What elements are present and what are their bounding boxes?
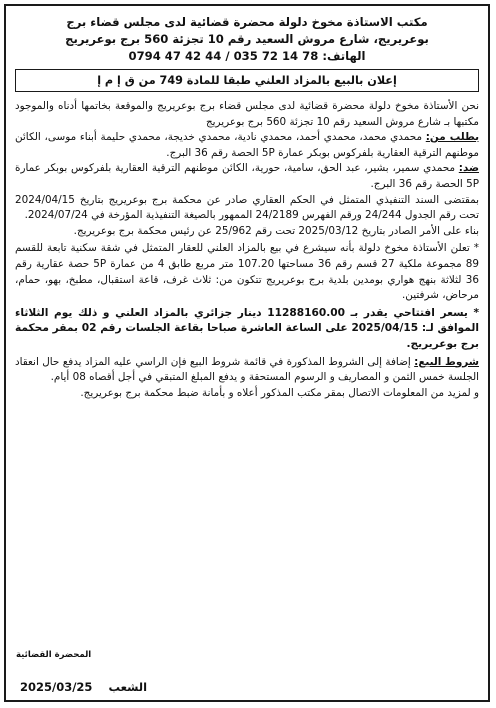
sale-conditions-text: إضافة إلى الشروط المذكورة في قائمة شروط البيع فإن الراسي عليه المزاد يدفع حال انعقاد الجلسة خمس الثمن و المصاريف و الرسوم المستحقة و يدفع المبلغ المتبقي في أجل أقصاه 08 أيام. <box>15 355 479 384</box>
bailiff-signature: المحضرة القضائية <box>16 650 92 660</box>
publication-footer <box>20 680 147 694</box>
intro-paragraph: نحن الأستاذة مخوخ دلولة محضرة قضائية لدى مجلس قضاء برج بوعريريج والموقعة بخاتمها أدناه والموجود مكتبها بـ شارع مروش السعيد رقم 10 تجزئة 560 برج بوعريريج <box>15 100 479 128</box>
office-address-line: بوعريريج، شارع مروش السعيد رقم 10 تجزئة 560 برج بوعريريج <box>65 32 429 46</box>
defendant-paragraph <box>15 161 479 192</box>
sale-conditions-label: شروط البيع: <box>414 355 479 368</box>
notice-title: إعلان بالبيع بالمزاد العلني طبقا للمادة 749 من ق إ م إ <box>15 69 479 92</box>
defendant-label: ضد: <box>458 162 479 175</box>
applicant-paragraph <box>15 130 479 161</box>
office-name-line: مكتب الاستاذة مخوخ دلولة محضرة قضائية لدى مجلس قضاء برج <box>66 15 428 29</box>
applicant-text: محمدي محمد، محمدي أحمد، محمدي نادية، محمدي خديجة، محمدي حليمة أبناء موسى، الكائن موطنهم الترقية العقارية بلفركوس بوبكر عمارة 5P الحصة رقم 36 البرج. <box>15 131 479 159</box>
phone-label: الهاتف: <box>322 49 366 63</box>
auction-price-paragraph: * يسعر افتتاحي يقدر بـ 11288160.00 دينار جزائري بالمزاد العلني و ذلك يوم الثلاثاء الموافق لـ: 2025/04/15 على الساعة العاشرة صباحا بقاعة الجلسات رقم 02 بمقر محكمة برج بوعريريج. <box>15 306 479 350</box>
newspaper-name: الشعب <box>108 680 148 694</box>
contact-info-paragraph: و لمزيد من المعلومات الاتصال بمقر مكتب المذكور أعلاه و بأمانة ضبط محكمة برج بوعريريج. <box>80 386 479 399</box>
applicant-label: بطلب من: <box>425 131 480 144</box>
legal-notice <box>4 4 490 702</box>
sale-conditions-paragraph <box>15 355 479 386</box>
publication-date: 2025/03/25 <box>20 680 93 694</box>
defendant-text: محمدي سمير، بشير، عبد الحق، سامية، حورية، الكائن موطنهم الترقية العقارية بلفركوس بوبكر عمارة 5P الحصة رقم 36 البرج. <box>15 162 479 190</box>
phone-numbers: 0794 47 42 44 / 035 72 14 78 <box>128 49 319 63</box>
bailiff-office-header <box>15 14 479 65</box>
enforcement-basis-paragraph: بمقتضى السند التنفيذي المتمثل في الحكم العقاري صادر عن محكمة برج بوعريريج بتاريخ 2024/04/15 تحت رقم الجدول 24/244 ورقم الفهرس 24/2189 الممهور بالصيغة التنفيذية المؤرخة في 2024/07/24. <box>15 193 479 222</box>
court-order-paragraph: بناء على الأمر الصادر بتاريخ 2025/03/12 تحت رقم 25/962 عن رئيس محكمة برج بوعريريج. <box>73 224 479 237</box>
office-phone-line <box>15 48 479 65</box>
property-description-paragraph: * تعلن الأستاذة مخوخ دلولة بأنه سيشرع في بيع بالمزاد العلني للعقار المتمثل في شقة سكنية تابعة للقسم 89 مجموعة ملكية 27 قسم رقم 36 مساحتها 107.20 متر مربع طابق 4 من عمارة 5P حصة عقارية رقم 36 لثلاثة بنهج هواري بومدين بلدية برج بوعريريج تتكون من: ثلاث غرف، قاعة استقبال، مطبخ، بهو، حمام، مرحاض، شرفتين. <box>15 242 480 302</box>
